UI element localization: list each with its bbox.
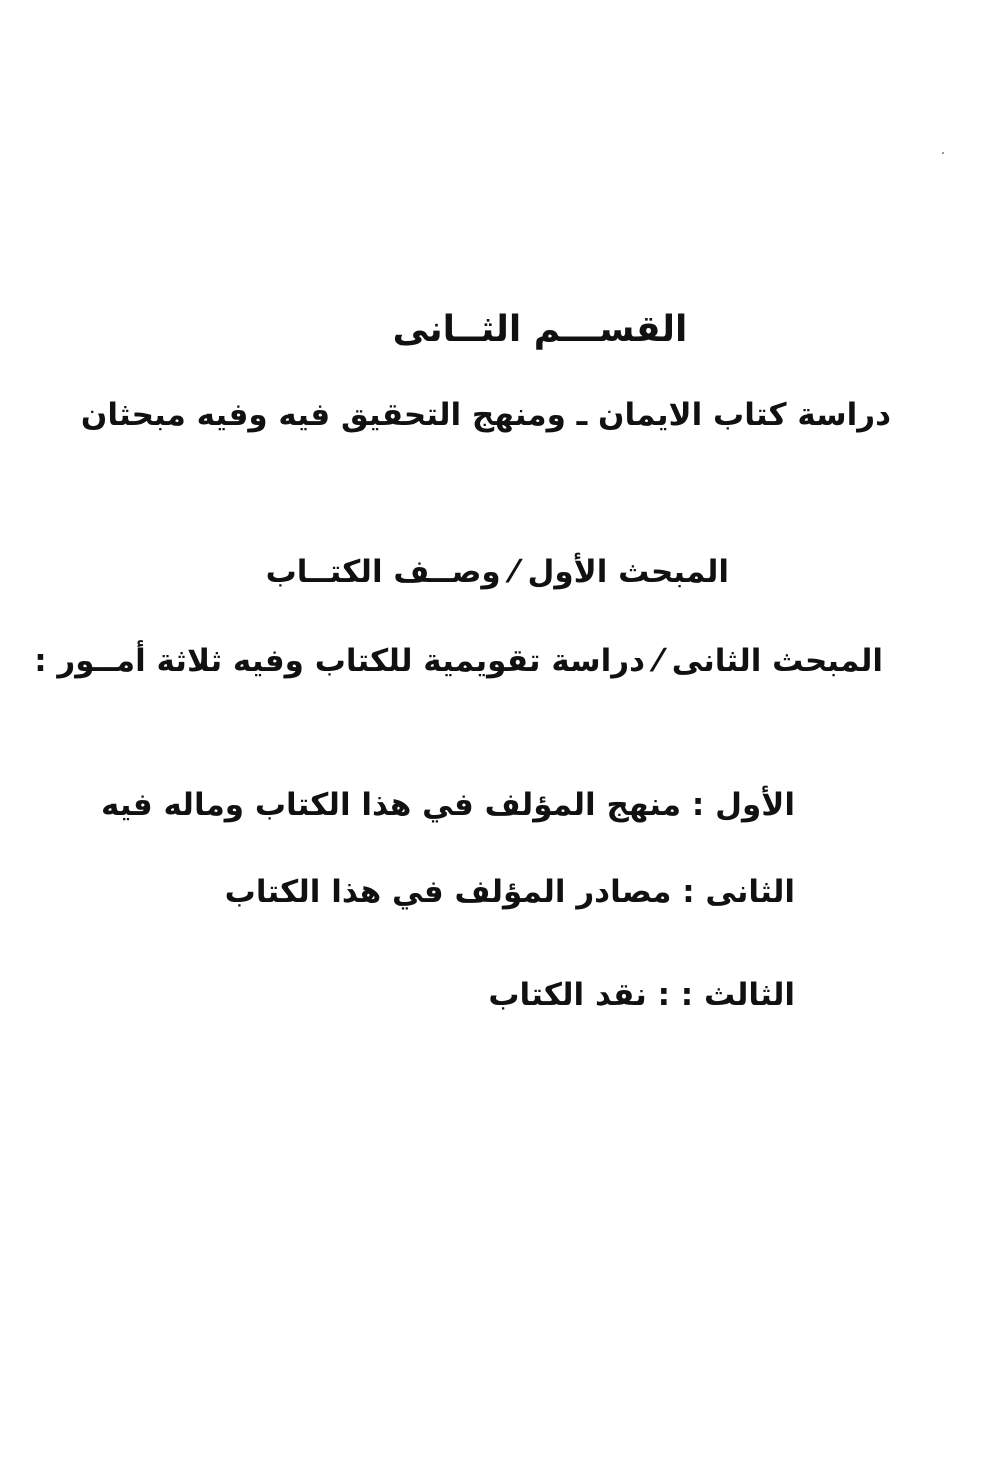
chapter-one-heading: المبحث الأول ⁄ وصــف الكتــاب [265,554,729,590]
point-three: الثالث : : نقد الكتاب [488,977,795,1013]
point-one: الأول : منهج المؤلف في هذا الكتاب وماله فيه [100,787,795,823]
chapter-two-heading: المبحث الثانى ⁄ دراسة تقويمية للكتاب وفيه ثلاثة أمــور : [34,643,883,679]
section-subtitle: دراسة كتاب الايمان ـ ومنهج التحقيق فيه وفيه مبحثان [80,397,891,433]
scan-speck [942,152,944,154]
section-title: القســـم الثــانى [392,309,688,350]
point-two: الثانى : مصادر المؤلف في هذا الكتاب [224,874,795,910]
